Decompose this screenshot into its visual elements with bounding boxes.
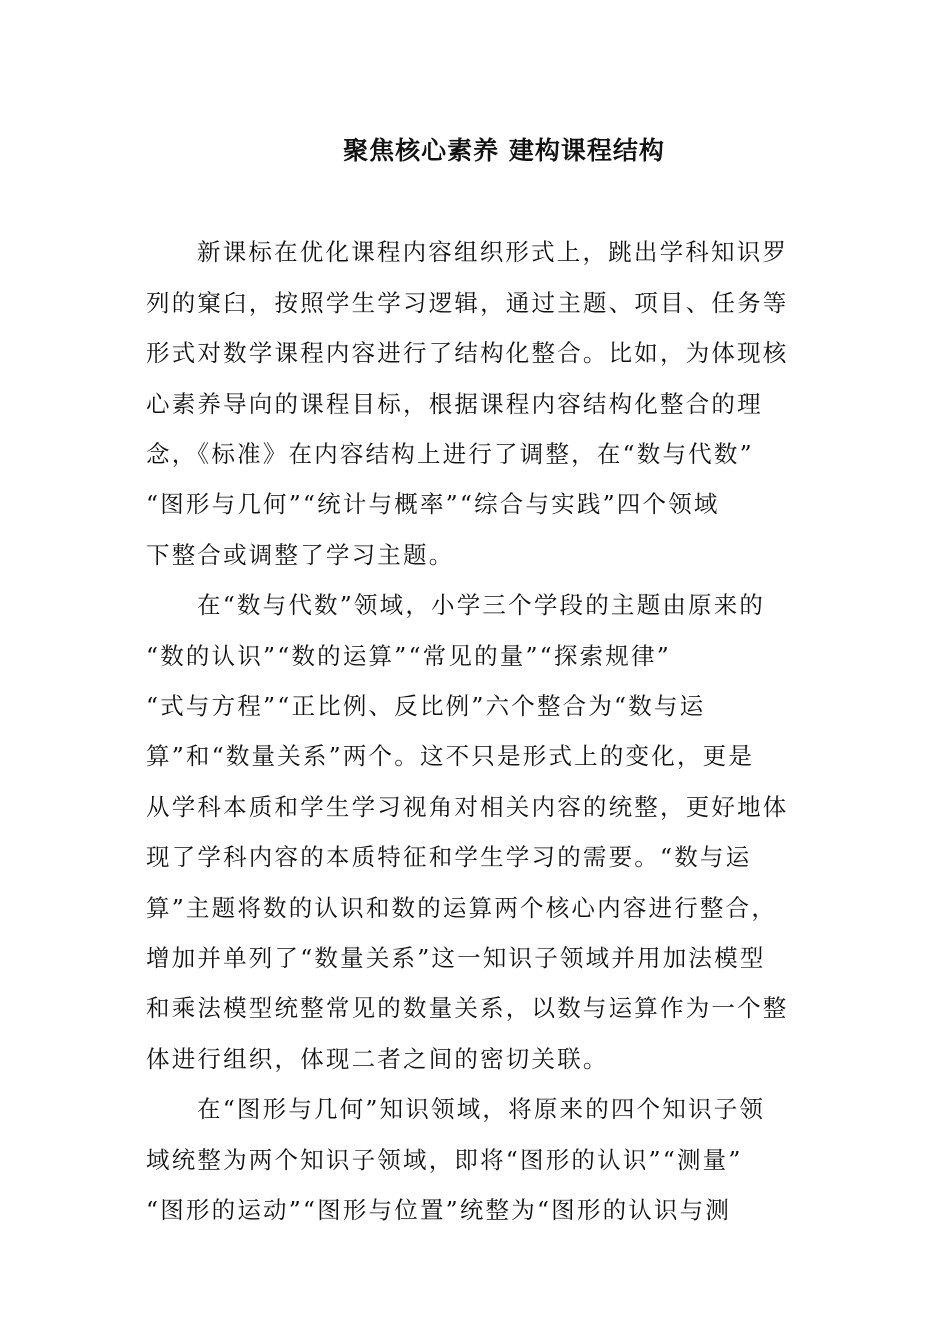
paragraph-1-line-5: 念，《标准》在内容结构上进行了调整，在“数与代数” bbox=[146, 440, 754, 468]
paragraph-1-line-7: 下整合或调整了学习主题。 bbox=[146, 541, 455, 569]
document-title: 聚焦核心素养 建构课程结构 bbox=[343, 136, 665, 165]
paragraph-1-line-2: 列的窠臼，按照学生学习逻辑，通过主题、项目、任务等 bbox=[146, 289, 789, 317]
paragraph-2-line-2: “数的认识”“数的运算”“常见的量”“探索规律” bbox=[146, 642, 671, 670]
paragraph-2-line-4: 算”和“数量关系”两个。这不只是形式上的变化，更是 bbox=[146, 742, 755, 770]
paragraph-1-line-3: 形式对数学课程内容进行了结构化整合。比如，为体现核 bbox=[146, 339, 789, 367]
paragraph-2-line-8: 增加并单列了“数量关系”这一知识子领域并用加法模型 bbox=[146, 944, 766, 972]
paragraph-2-line-3: “式与方程”“正比例、反比例”六个整合为“数与运 bbox=[146, 692, 706, 720]
paragraph-3-line-1: 在“图形与几何”知识领域，将原来的四个知识子领 bbox=[197, 1095, 766, 1123]
paragraph-1-line-6: “图形与几何”“统计与概率”“综合与实践”四个领域 bbox=[146, 490, 720, 518]
paragraph-2-line-1: 在“数与代数”领域，小学三个学段的主题由原来的 bbox=[197, 591, 766, 619]
paragraph-1-line-1: 新课标在优化课程内容组织形式上，跳出学科知识罗 bbox=[197, 238, 789, 266]
paragraph-3-line-3: “图形的运动”“图形与位置”统整为“图形的认识与测 bbox=[146, 1196, 732, 1224]
paragraph-2-line-6: 现了学科内容的本质特征和学生学习的需要。“数与运 bbox=[146, 843, 752, 871]
paragraph-3-line-2: 域统整为两个知识子领域，即将“图形的认识”“测量” bbox=[146, 1146, 743, 1174]
paragraph-2-line-7: 算”主题将数的认识和数的运算两个核心内容进行整合， bbox=[146, 894, 778, 922]
paragraph-1-line-4: 心素养导向的课程目标，根据课程内容结构化整合的理 bbox=[146, 390, 763, 418]
paragraph-2-line-9: 和乘法模型统整常见的数量关系，以数与运算作为一个整 bbox=[146, 994, 789, 1022]
paragraph-2-line-5: 从学科本质和学生学习视角对相关内容的统整，更好地体 bbox=[146, 793, 789, 821]
paragraph-2-line-10: 体进行组织，体现二者之间的密切关联。 bbox=[146, 1045, 609, 1073]
